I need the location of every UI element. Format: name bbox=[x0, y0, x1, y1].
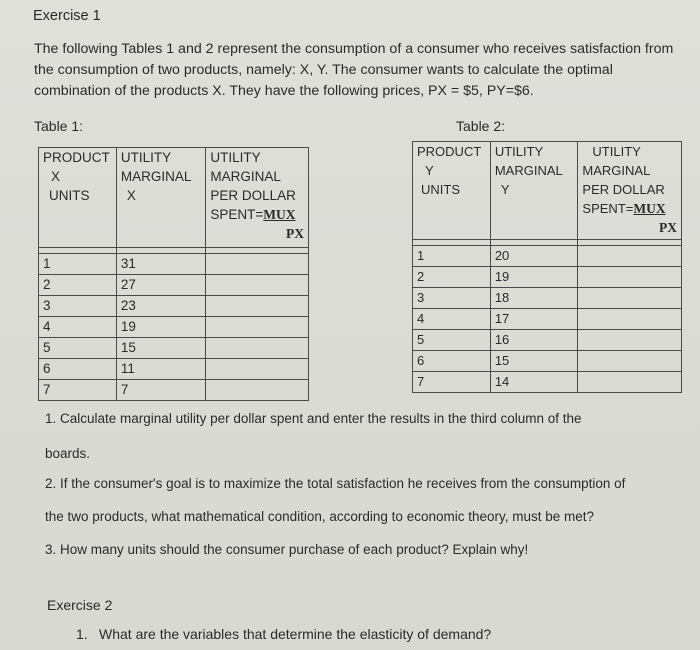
exercise2-question-number: 1. bbox=[76, 626, 88, 642]
question-1-line-2: boards. bbox=[45, 446, 91, 461]
table1-row: 6 11 bbox=[39, 359, 309, 380]
table2 bbox=[412, 141, 682, 393]
table1-header-row bbox=[39, 148, 309, 248]
table1-row: 1 31 bbox=[39, 254, 309, 275]
question-3: 3. How many units should the consumer purchase of each product? Explain why! bbox=[45, 542, 529, 557]
table1 bbox=[38, 147, 309, 401]
table2-label: Table 2: bbox=[456, 118, 506, 134]
intro-line-2: the consumption of two products, namely: X, Y. The consumer wants to calculate the optimal bbox=[34, 62, 613, 78]
table2-row: 2 19 bbox=[413, 267, 682, 288]
table2-header-row bbox=[413, 142, 682, 240]
table1-header-mu-per-dollar: UTILITY MARGINAL PER DOLLAR SPENT=MUX PX bbox=[206, 148, 309, 248]
intro-line-1: The following Tables 1 and 2 represent the consumption of a consumer who receives satisfaction from bbox=[34, 41, 674, 57]
table2-header-product: PRODUCT Y UNITS bbox=[413, 142, 491, 240]
table2-row: 1 20 bbox=[413, 246, 682, 267]
question-2-line-2: the two products, what mathematical condition, according to economic theory, must be met? bbox=[45, 509, 595, 524]
table1-row: 5 15 bbox=[39, 338, 309, 359]
question-1-line-1: 1. Calculate marginal utility per dollar spent and enter the results in the third column of the bbox=[45, 411, 582, 426]
table2-row: 6 15 bbox=[413, 351, 682, 372]
table1-row: 7 7 bbox=[39, 380, 309, 401]
exercise2-question-text: What are the variables that determine the elasticity of demand? bbox=[99, 626, 492, 642]
table2-row: 3 18 bbox=[413, 288, 682, 309]
table2-header-marginal-utility: UTILITY MARGINAL Y bbox=[490, 142, 578, 240]
table2-row: 7 14 bbox=[413, 372, 682, 393]
exercise2-title: Exercise 2 bbox=[47, 597, 113, 613]
intro-paragraph bbox=[34, 39, 700, 102]
question-2-line-1: 2. If the consumer's goal is to maximize the total satisfaction he receives from the consumption of bbox=[45, 476, 626, 491]
table1-label: Table 1: bbox=[34, 118, 84, 134]
table2-row: 4 17 bbox=[413, 309, 682, 330]
table1-header-marginal-utility: UTILITY MARGINAL X bbox=[116, 148, 206, 248]
table1-row: 3 23 bbox=[39, 296, 309, 317]
exercise1-title: Exercise 1 bbox=[33, 8, 101, 24]
table1-row: 4 19 bbox=[39, 317, 309, 338]
table1-header-product: PRODUCT X UNITS bbox=[39, 148, 117, 248]
table1-row: 2 27 bbox=[39, 275, 309, 296]
table2-header-mu-per-dollar: UTILITY MARGINAL PER DOLLAR SPENT=MUX PX bbox=[578, 142, 682, 240]
table2-row: 5 16 bbox=[413, 330, 682, 351]
intro-line-3: combination of the products X. They have the following prices, PX = $5, PY=$6. bbox=[34, 83, 534, 99]
